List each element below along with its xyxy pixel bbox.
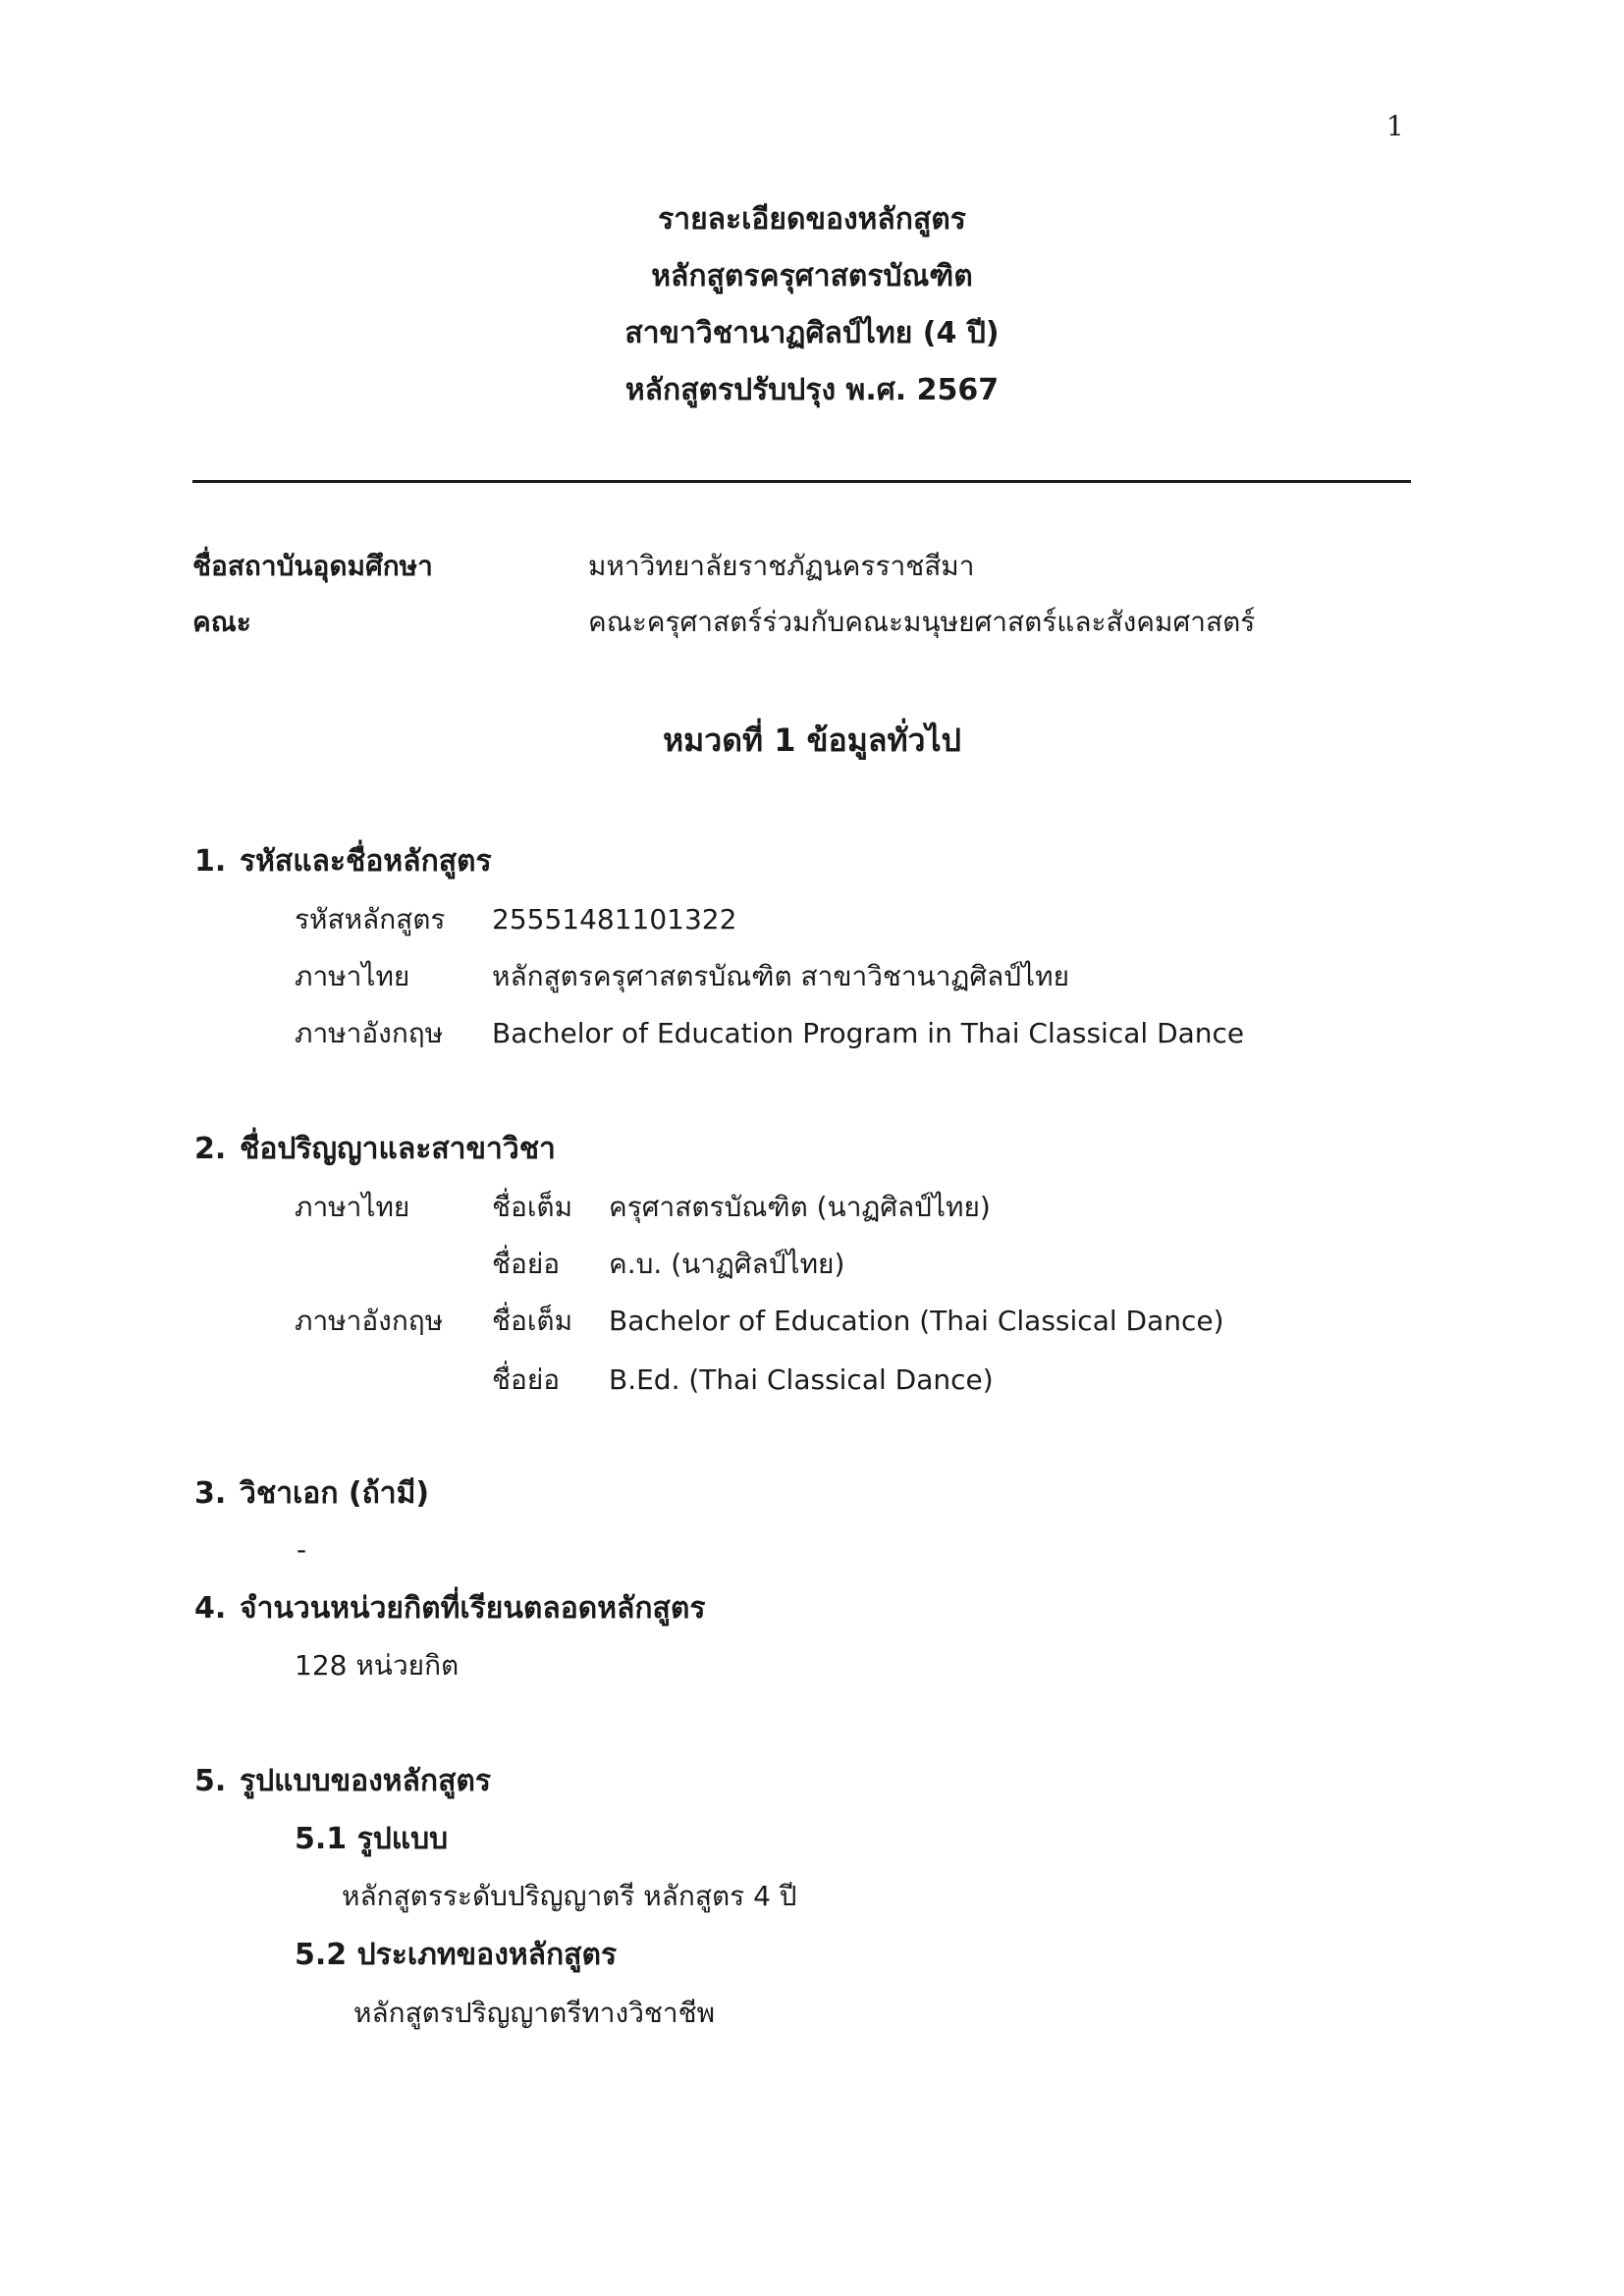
course-eng-value: Bachelor of Education Program in Thai Classical Dance (492, 1017, 1245, 1049)
degree-thai-label: ภาษาไทย (295, 1191, 410, 1223)
credits-value: 128 หน่วยกิต (295, 1649, 460, 1682)
faculty-label: คณะ (192, 606, 251, 638)
section-5-number: 5. (194, 1764, 227, 1798)
section-1-number: 1. (194, 844, 227, 879)
section-5-title: รูปแบบของหลักสูตร (240, 1764, 491, 1798)
subsection-5-2-value: หลักสูตรปริญญาตรีทางวิชาชีพ (353, 1997, 716, 2029)
section-3-number: 3. (194, 1476, 227, 1511)
degree-thai-short-value: ค.บ. (นาฏศิลป์ไทย) (609, 1248, 845, 1280)
page-number: 1 (1386, 110, 1404, 142)
section-1-title: รหัสและชื่อหลักสูตร (240, 844, 492, 879)
course-thai-label: ภาษาไทย (295, 960, 410, 992)
degree-thai-full-label: ชื่อเต็ม (492, 1191, 573, 1223)
subsection-5-1-title: 5.1 รูปแบบ (295, 1822, 449, 1856)
institution-value: มหาวิทยาลัยราชภัฏนครราชสีมา (588, 550, 975, 582)
degree-eng-full-value: Bachelor of Education (Thai Classical Dance) (609, 1305, 1224, 1337)
subsection-5-2-title: 5.2 ประเภทของหลักสูตร (295, 1938, 618, 1972)
degree-eng-full-label: ชื่อเต็ม (492, 1305, 573, 1337)
header-line-1: รายละเอียดของหลักสูตร (658, 202, 966, 237)
institution-label: ชื่อสถาบันอุดมศึกษา (192, 550, 433, 582)
degree-eng-label: ภาษาอังกฤษ (295, 1305, 444, 1337)
course-code-label: รหัสหลักสูตร (295, 903, 446, 935)
major-value: - (297, 1533, 307, 1566)
chapter-title: หมวดที่ 1 ข้อมูลทั่วไป (663, 721, 961, 759)
degree-thai-full-value: ครุศาสตรบัณฑิต (นาฏศิลป์ไทย) (609, 1191, 991, 1223)
course-code-value: 25551481101322 (492, 903, 737, 935)
degree-eng-short-label: ชื่อย่อ (492, 1363, 561, 1396)
section-3-title: วิชาเอก (ถ้ามี) (240, 1476, 430, 1511)
subsection-5-1-value: หลักสูตรระดับปริญญาตรี หลักสูตร 4 ปี (342, 1880, 797, 1912)
section-2-title: ชื่อปริญญาและสาขาวิชา (240, 1132, 556, 1166)
header-line-2: หลักสูตรครุศาสตรบัณฑิต (651, 259, 973, 294)
section-2-number: 2. (194, 1132, 227, 1166)
degree-eng-short-value: B.Ed. (Thai Classical Dance) (609, 1363, 994, 1396)
header-divider (192, 480, 1411, 483)
faculty-value: คณะครุศาสตร์ร่วมกับคณะมนุษยศาสตร์และสังคมศาสตร์ (588, 606, 1256, 638)
course-thai-value: หลักสูตรครุศาสตรบัณฑิต สาขาวิชานาฏศิลป์ไทย (492, 960, 1069, 992)
section-4-title: จำนวนหน่วยกิตที่เรียนตลอดหลักสูตร (240, 1591, 706, 1626)
header-line-4: หลักสูตรปรับปรุง พ.ศ. 2567 (624, 373, 1000, 407)
degree-thai-short-label: ชื่อย่อ (492, 1248, 561, 1280)
header-line-3: สาขาวิชานาฏศิลป์ไทย (4 ปี) (624, 316, 1000, 350)
section-4-number: 4. (194, 1591, 227, 1626)
course-eng-label: ภาษาอังกฤษ (295, 1017, 444, 1049)
